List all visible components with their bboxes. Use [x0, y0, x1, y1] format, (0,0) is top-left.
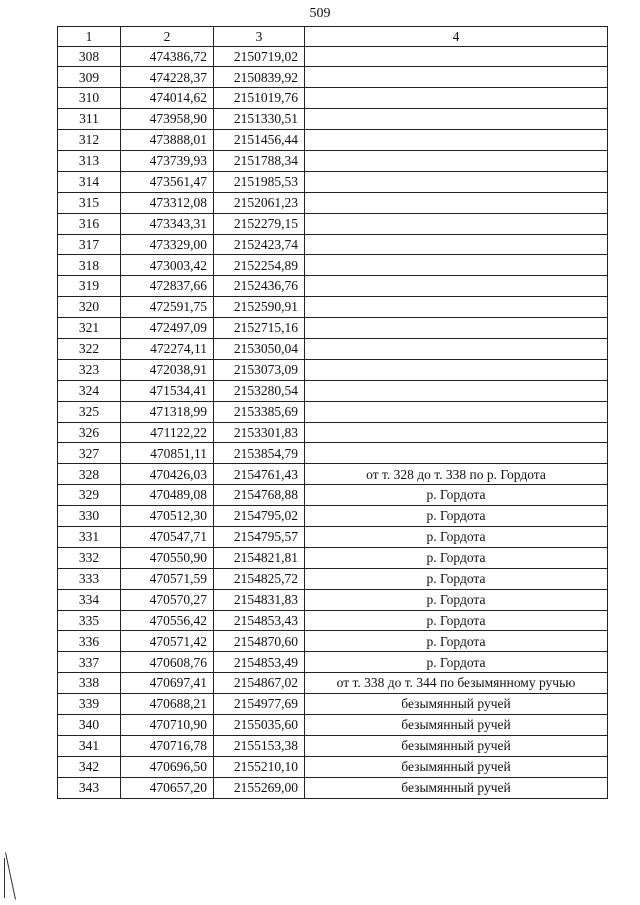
point-number-cell: 331 [58, 526, 121, 547]
table-row [58, 756, 608, 777]
margin-scan-line-2 [4, 858, 5, 898]
description-cell: р. Гордота [305, 652, 608, 673]
table-row [58, 777, 608, 798]
x-coordinate-cell: 470489,08 [121, 485, 214, 506]
table-row [58, 422, 608, 443]
x-coordinate-cell: 473958,90 [121, 109, 214, 130]
description-cell: от т. 328 до т. 338 по р. Гордота [305, 464, 608, 485]
y-coordinate-cell: 2151019,76 [214, 88, 305, 109]
y-coordinate-cell: 2150839,92 [214, 67, 305, 88]
table-row [58, 255, 608, 276]
table-row [58, 88, 608, 109]
point-number-cell: 325 [58, 401, 121, 422]
description-cell [305, 171, 608, 192]
description-cell [305, 150, 608, 171]
description-cell: р. Гордота [305, 568, 608, 589]
point-number-cell: 322 [58, 338, 121, 359]
x-coordinate-cell: 470657,20 [121, 777, 214, 798]
x-coordinate-cell: 470556,42 [121, 610, 214, 631]
y-coordinate-cell: 2152423,74 [214, 234, 305, 255]
point-number-cell: 334 [58, 589, 121, 610]
table-row [58, 213, 608, 234]
coordinates-table [57, 26, 608, 799]
table-row [58, 401, 608, 422]
y-coordinate-cell: 2153073,09 [214, 359, 305, 380]
y-coordinate-cell: 2151456,44 [214, 130, 305, 151]
description-cell [305, 46, 608, 67]
y-coordinate-cell: 2152279,15 [214, 213, 305, 234]
y-coordinate-cell: 2153854,79 [214, 443, 305, 464]
x-coordinate-cell: 470547,71 [121, 526, 214, 547]
table-row [58, 589, 608, 610]
table-row [58, 338, 608, 359]
x-coordinate-cell: 470571,42 [121, 631, 214, 652]
point-number-cell: 335 [58, 610, 121, 631]
x-coordinate-cell: 474386,72 [121, 46, 214, 67]
y-coordinate-cell: 2154977,69 [214, 694, 305, 715]
table-row [58, 735, 608, 756]
table-row [58, 526, 608, 547]
table-row [58, 443, 608, 464]
x-coordinate-cell: 473312,08 [121, 192, 214, 213]
y-coordinate-cell: 2151788,34 [214, 150, 305, 171]
y-coordinate-cell: 2154853,49 [214, 652, 305, 673]
description-cell [305, 338, 608, 359]
x-coordinate-cell: 470688,21 [121, 694, 214, 715]
point-number-cell: 319 [58, 276, 121, 297]
table-row [58, 464, 608, 485]
y-coordinate-cell: 2154831,83 [214, 589, 305, 610]
x-coordinate-cell: 471318,99 [121, 401, 214, 422]
description-cell: от т. 338 до т. 344 по безымянному ручью [305, 673, 608, 694]
description-cell [305, 276, 608, 297]
table-row [58, 171, 608, 192]
description-cell [305, 297, 608, 318]
x-coordinate-cell: 472274,11 [121, 338, 214, 359]
point-number-cell: 308 [58, 46, 121, 67]
description-cell: безымянный ручей [305, 735, 608, 756]
table-row [58, 485, 608, 506]
y-coordinate-cell: 2154825,72 [214, 568, 305, 589]
y-coordinate-cell: 2154795,02 [214, 506, 305, 527]
y-coordinate-cell: 2153301,83 [214, 422, 305, 443]
y-coordinate-cell: 2154761,43 [214, 464, 305, 485]
description-cell [305, 443, 608, 464]
table-header-row [58, 27, 608, 47]
y-coordinate-cell: 2152061,23 [214, 192, 305, 213]
x-coordinate-cell: 473561,47 [121, 171, 214, 192]
y-coordinate-cell: 2154870,60 [214, 631, 305, 652]
x-coordinate-cell: 470550,90 [121, 547, 214, 568]
point-number-cell: 327 [58, 443, 121, 464]
x-coordinate-cell: 470710,90 [121, 715, 214, 736]
description-cell: р. Гордота [305, 526, 608, 547]
table-row [58, 150, 608, 171]
table-row [58, 631, 608, 652]
table-row [58, 715, 608, 736]
table-row [58, 67, 608, 88]
point-number-cell: 312 [58, 130, 121, 151]
x-coordinate-cell: 474014,62 [121, 88, 214, 109]
y-coordinate-cell: 2151330,51 [214, 109, 305, 130]
y-coordinate-cell: 2154867,02 [214, 673, 305, 694]
point-number-cell: 326 [58, 422, 121, 443]
point-number-cell: 310 [58, 88, 121, 109]
x-coordinate-cell: 470696,50 [121, 756, 214, 777]
point-number-cell: 316 [58, 213, 121, 234]
point-number-cell: 324 [58, 380, 121, 401]
description-cell [305, 359, 608, 380]
x-coordinate-cell: 471534,41 [121, 380, 214, 401]
x-coordinate-cell: 472591,75 [121, 297, 214, 318]
y-coordinate-cell: 2153385,69 [214, 401, 305, 422]
x-coordinate-cell: 470512,30 [121, 506, 214, 527]
point-number-cell: 343 [58, 777, 121, 798]
point-number-cell: 311 [58, 109, 121, 130]
description-cell [305, 88, 608, 109]
y-coordinate-cell: 2155210,10 [214, 756, 305, 777]
x-coordinate-cell: 472837,66 [121, 276, 214, 297]
table-row [58, 234, 608, 255]
description-cell [305, 422, 608, 443]
point-number-cell: 342 [58, 756, 121, 777]
description-cell [305, 318, 608, 339]
y-coordinate-cell: 2152436,76 [214, 276, 305, 297]
x-coordinate-cell: 473739,93 [121, 150, 214, 171]
description-cell: р. Гордота [305, 485, 608, 506]
y-coordinate-cell: 2154821,81 [214, 547, 305, 568]
description-cell [305, 130, 608, 151]
point-number-cell: 317 [58, 234, 121, 255]
point-number-cell: 313 [58, 150, 121, 171]
point-number-cell: 323 [58, 359, 121, 380]
x-coordinate-cell: 470571,59 [121, 568, 214, 589]
table-row [58, 109, 608, 130]
table-row [58, 547, 608, 568]
description-cell [305, 109, 608, 130]
point-number-cell: 314 [58, 171, 121, 192]
description-cell: безымянный ручей [305, 756, 608, 777]
x-coordinate-cell: 472038,91 [121, 359, 214, 380]
x-coordinate-cell: 472497,09 [121, 318, 214, 339]
description-cell: безымянный ручей [305, 715, 608, 736]
table-row [58, 610, 608, 631]
y-coordinate-cell: 2154853,43 [214, 610, 305, 631]
point-number-cell: 320 [58, 297, 121, 318]
y-coordinate-cell: 2153050,04 [214, 338, 305, 359]
x-coordinate-cell: 473003,42 [121, 255, 214, 276]
table-row [58, 568, 608, 589]
point-number-cell: 337 [58, 652, 121, 673]
point-number-cell: 333 [58, 568, 121, 589]
y-coordinate-cell: 2155153,38 [214, 735, 305, 756]
header-col-4: 4 [305, 27, 608, 47]
x-coordinate-cell: 474228,37 [121, 67, 214, 88]
x-coordinate-cell: 471122,22 [121, 422, 214, 443]
x-coordinate-cell: 473888,01 [121, 130, 214, 151]
header-col-3: 3 [214, 27, 305, 47]
x-coordinate-cell: 470608,76 [121, 652, 214, 673]
description-cell [305, 401, 608, 422]
point-number-cell: 329 [58, 485, 121, 506]
point-number-cell: 318 [58, 255, 121, 276]
x-coordinate-cell: 473329,00 [121, 234, 214, 255]
description-cell: безымянный ручей [305, 694, 608, 715]
point-number-cell: 330 [58, 506, 121, 527]
table-row [58, 318, 608, 339]
point-number-cell: 339 [58, 694, 121, 715]
header-col-1: 1 [58, 27, 121, 47]
table-row [58, 380, 608, 401]
description-cell: р. Гордота [305, 631, 608, 652]
x-coordinate-cell: 470426,03 [121, 464, 214, 485]
y-coordinate-cell: 2150719,02 [214, 46, 305, 67]
table-row [58, 276, 608, 297]
table-row [58, 192, 608, 213]
y-coordinate-cell: 2152254,89 [214, 255, 305, 276]
description-cell [305, 234, 608, 255]
y-coordinate-cell: 2152715,16 [214, 318, 305, 339]
x-coordinate-cell: 470697,41 [121, 673, 214, 694]
x-coordinate-cell: 473343,31 [121, 213, 214, 234]
table-row [58, 359, 608, 380]
y-coordinate-cell: 2155269,00 [214, 777, 305, 798]
table-row [58, 506, 608, 527]
description-cell: безымянный ручей [305, 777, 608, 798]
table-row [58, 694, 608, 715]
description-cell: р. Гордота [305, 589, 608, 610]
table-row [58, 297, 608, 318]
description-cell: р. Гордота [305, 547, 608, 568]
x-coordinate-cell: 470570,27 [121, 589, 214, 610]
description-cell [305, 255, 608, 276]
header-col-2: 2 [121, 27, 214, 47]
x-coordinate-cell: 470851,11 [121, 443, 214, 464]
table-row [58, 673, 608, 694]
y-coordinate-cell: 2154795,57 [214, 526, 305, 547]
point-number-cell: 315 [58, 192, 121, 213]
point-number-cell: 340 [58, 715, 121, 736]
description-cell [305, 213, 608, 234]
page-number: 509 [309, 6, 331, 21]
description-cell [305, 67, 608, 88]
table-row [58, 652, 608, 673]
table-row [58, 130, 608, 151]
x-coordinate-cell: 470716,78 [121, 735, 214, 756]
point-number-cell: 321 [58, 318, 121, 339]
point-number-cell: 341 [58, 735, 121, 756]
y-coordinate-cell: 2155035,60 [214, 715, 305, 736]
description-cell: р. Гордота [305, 506, 608, 527]
point-number-cell: 336 [58, 631, 121, 652]
point-number-cell: 338 [58, 673, 121, 694]
description-cell [305, 380, 608, 401]
point-number-cell: 309 [58, 67, 121, 88]
y-coordinate-cell: 2154768,88 [214, 485, 305, 506]
margin-scan-line [5, 852, 16, 899]
point-number-cell: 328 [58, 464, 121, 485]
description-cell: р. Гордота [305, 610, 608, 631]
y-coordinate-cell: 2151985,53 [214, 171, 305, 192]
y-coordinate-cell: 2152590,91 [214, 297, 305, 318]
description-cell [305, 192, 608, 213]
table-row [58, 46, 608, 67]
point-number-cell: 332 [58, 547, 121, 568]
y-coordinate-cell: 2153280,54 [214, 380, 305, 401]
